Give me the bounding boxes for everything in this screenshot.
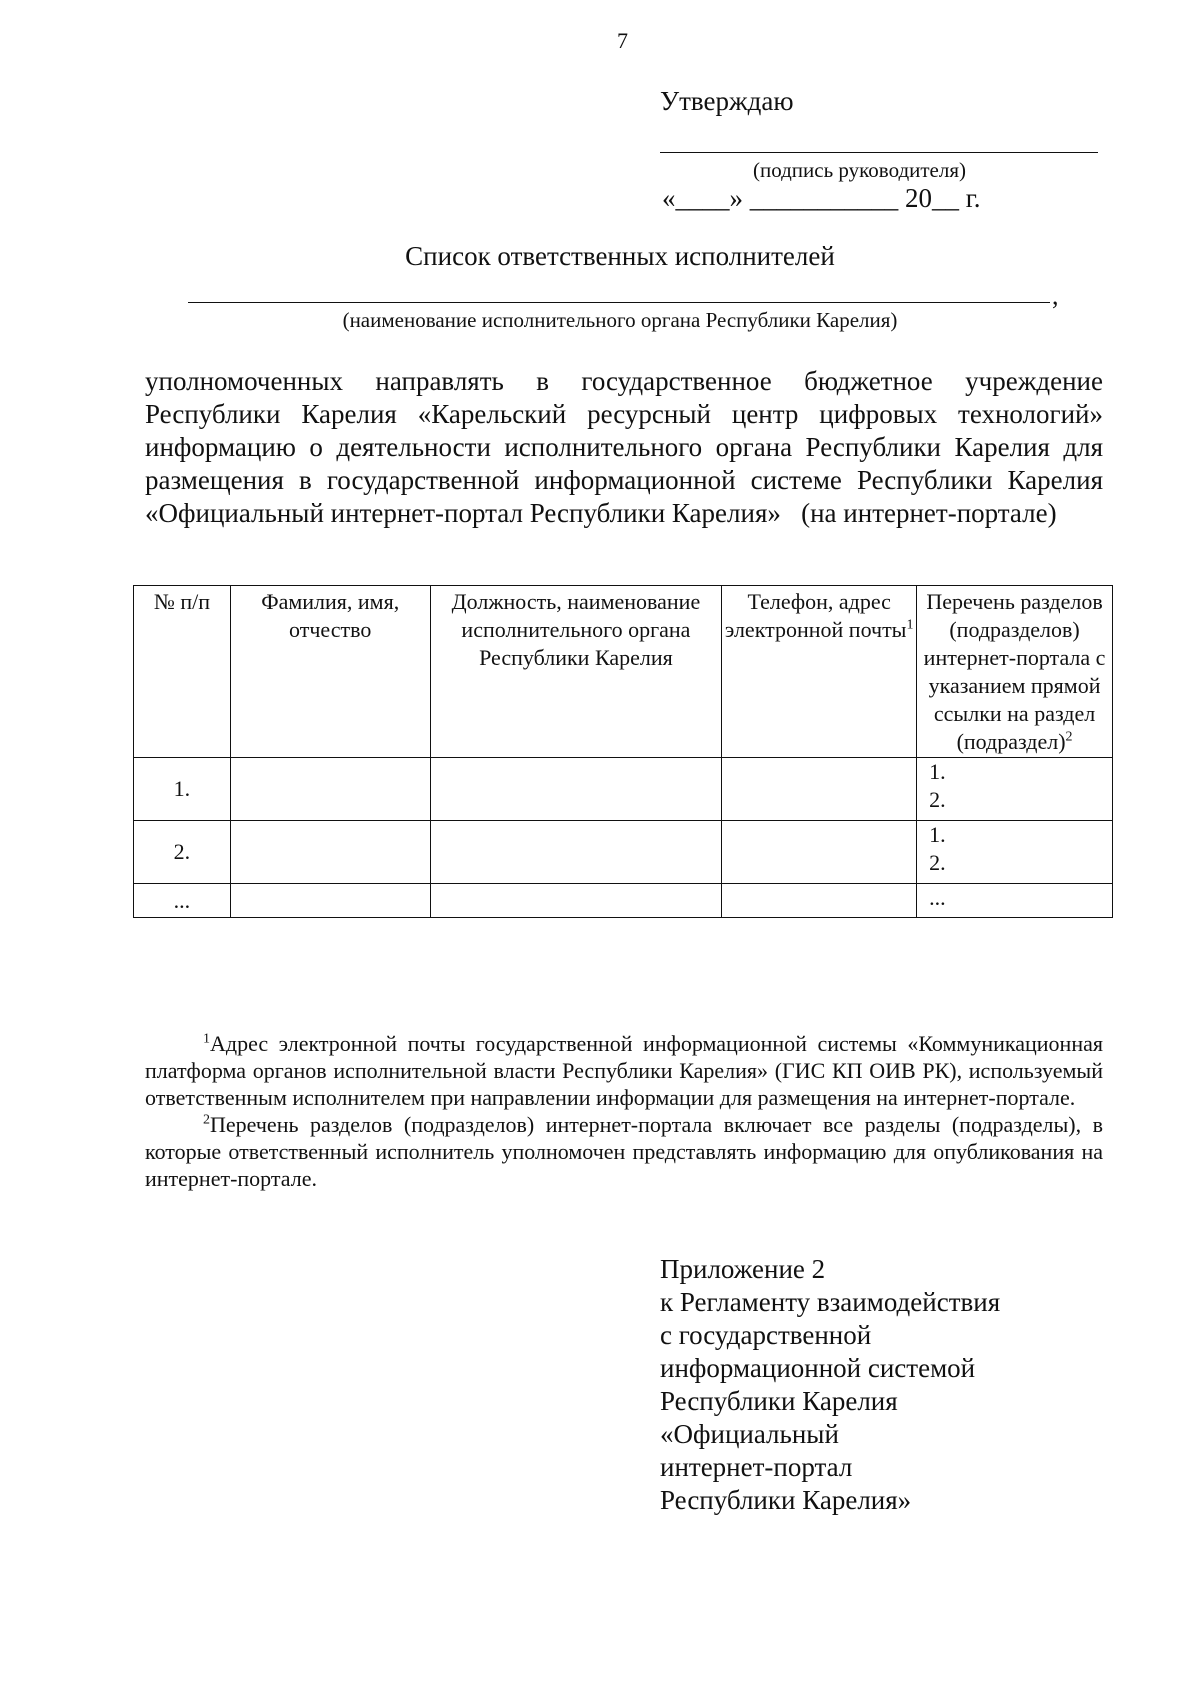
intro-paragraph <box>145 365 1103 530</box>
row-name <box>230 758 430 821</box>
row-name <box>230 821 430 884</box>
table-row <box>134 884 1113 918</box>
row-section-item: 1. <box>929 759 946 784</box>
appendix-line: интернет-портал <box>660 1452 853 1482</box>
footnote-text: Адрес электронной почты государственной информационной системы «Коммуникационная платформа органов исполнительной власти Республики Карелия» (ГИС КП ОИВ РК), используемый ответственным исполнителем при направлении информации для размещения на интернет-портале. <box>145 1031 1103 1110</box>
approval-title: Утверждаю <box>660 86 794 116</box>
appendix-line: Приложение 2 <box>660 1254 826 1284</box>
appendix-line: с государственной <box>660 1320 872 1350</box>
footnote-text: Перечень разделов (подразделов) интернет-портала включает все разделы (подразделы), в которые ответственный исполнитель уполномочен представлять информацию для опубликования на интернет-портале. <box>145 1112 1103 1191</box>
row-position <box>430 821 722 884</box>
footnotes <box>145 1030 1103 1192</box>
row-section-item: 2. <box>929 787 946 812</box>
table-row <box>134 821 1113 884</box>
paragraph-line: «Официальный интернет-портал Республики Карелия» (на интернет-портале) <box>145 498 1057 528</box>
org-name-line <box>188 282 1050 303</box>
org-name-comma: , <box>1052 281 1059 310</box>
row-sections <box>917 884 1113 918</box>
footnote-2 <box>145 1111 1103 1192</box>
row-contact <box>722 884 917 918</box>
header-sections: Перечень разделов (подразделов) интернет-портала с указанием прямой ссылки на раздел (подраздел)$^2$ <box>917 586 1113 758</box>
row-num: 1. <box>134 758 231 821</box>
header-num: № п/п <box>134 586 231 758</box>
org-name-hint: (наименование исполнительного органа Республики Карелия) <box>342 308 898 332</box>
footnote-marker: 2 <box>203 1112 210 1128</box>
paragraph-line: размещения в государственной информационной системе Республики Карелия <box>145 465 1103 495</box>
row-contact <box>722 758 917 821</box>
list-title: Список ответственных исполнителей <box>405 241 835 271</box>
paragraph-line: уполномоченных направлять в государственное бюджетное учреждение <box>145 366 1103 396</box>
row-contact <box>722 821 917 884</box>
paragraph-line: информацию о деятельности исполнительного органа Республики Карелия для <box>145 432 1103 462</box>
row-position <box>430 884 722 918</box>
approval-date-line: «____» ___________ 20__ г. <box>662 183 981 213</box>
table-row <box>134 758 1113 821</box>
appendix-line: Республики Карелия» <box>660 1485 912 1515</box>
footnote-marker: 1 <box>203 1031 210 1047</box>
header-contact: Телефон, адрес электронной почты$^1$ <box>722 586 917 758</box>
row-sections <box>917 758 1113 821</box>
row-name <box>230 884 430 918</box>
row-num: 2. <box>134 821 231 884</box>
header-position: Должность, наименование исполнительного органа Республики Карелия <box>430 586 722 758</box>
signature-line <box>660 138 1098 153</box>
page-number: 7 <box>617 28 628 53</box>
table-header-row <box>134 586 1113 758</box>
row-num: ... <box>134 884 231 918</box>
signature-hint: (подпись руководителя) <box>753 158 967 182</box>
appendix-line: «Официальный <box>660 1419 839 1449</box>
appendix-line: Республики Карелия <box>660 1386 898 1416</box>
appendix-line: информационной системой <box>660 1353 976 1383</box>
paragraph-line: Республики Карелия «Карельский ресурсный центр цифровых технологий» <box>145 399 1103 429</box>
appendix-line: к Регламенту взаимодействия <box>660 1287 1001 1317</box>
row-section-item: ... <box>929 885 946 910</box>
appendix-heading <box>660 1253 1000 1517</box>
row-sections <box>917 821 1113 884</box>
responsible-executors-table <box>133 585 1113 918</box>
footnote-1 <box>145 1030 1103 1111</box>
footnote-ref-1: 1 <box>906 617 914 633</box>
header-name: Фамилия, имя, отчество <box>230 586 430 758</box>
row-section-item: 1. <box>929 822 946 847</box>
row-position <box>430 758 722 821</box>
footnote-ref-2: 2 <box>1065 729 1073 745</box>
row-section-item: 2. <box>929 850 946 875</box>
